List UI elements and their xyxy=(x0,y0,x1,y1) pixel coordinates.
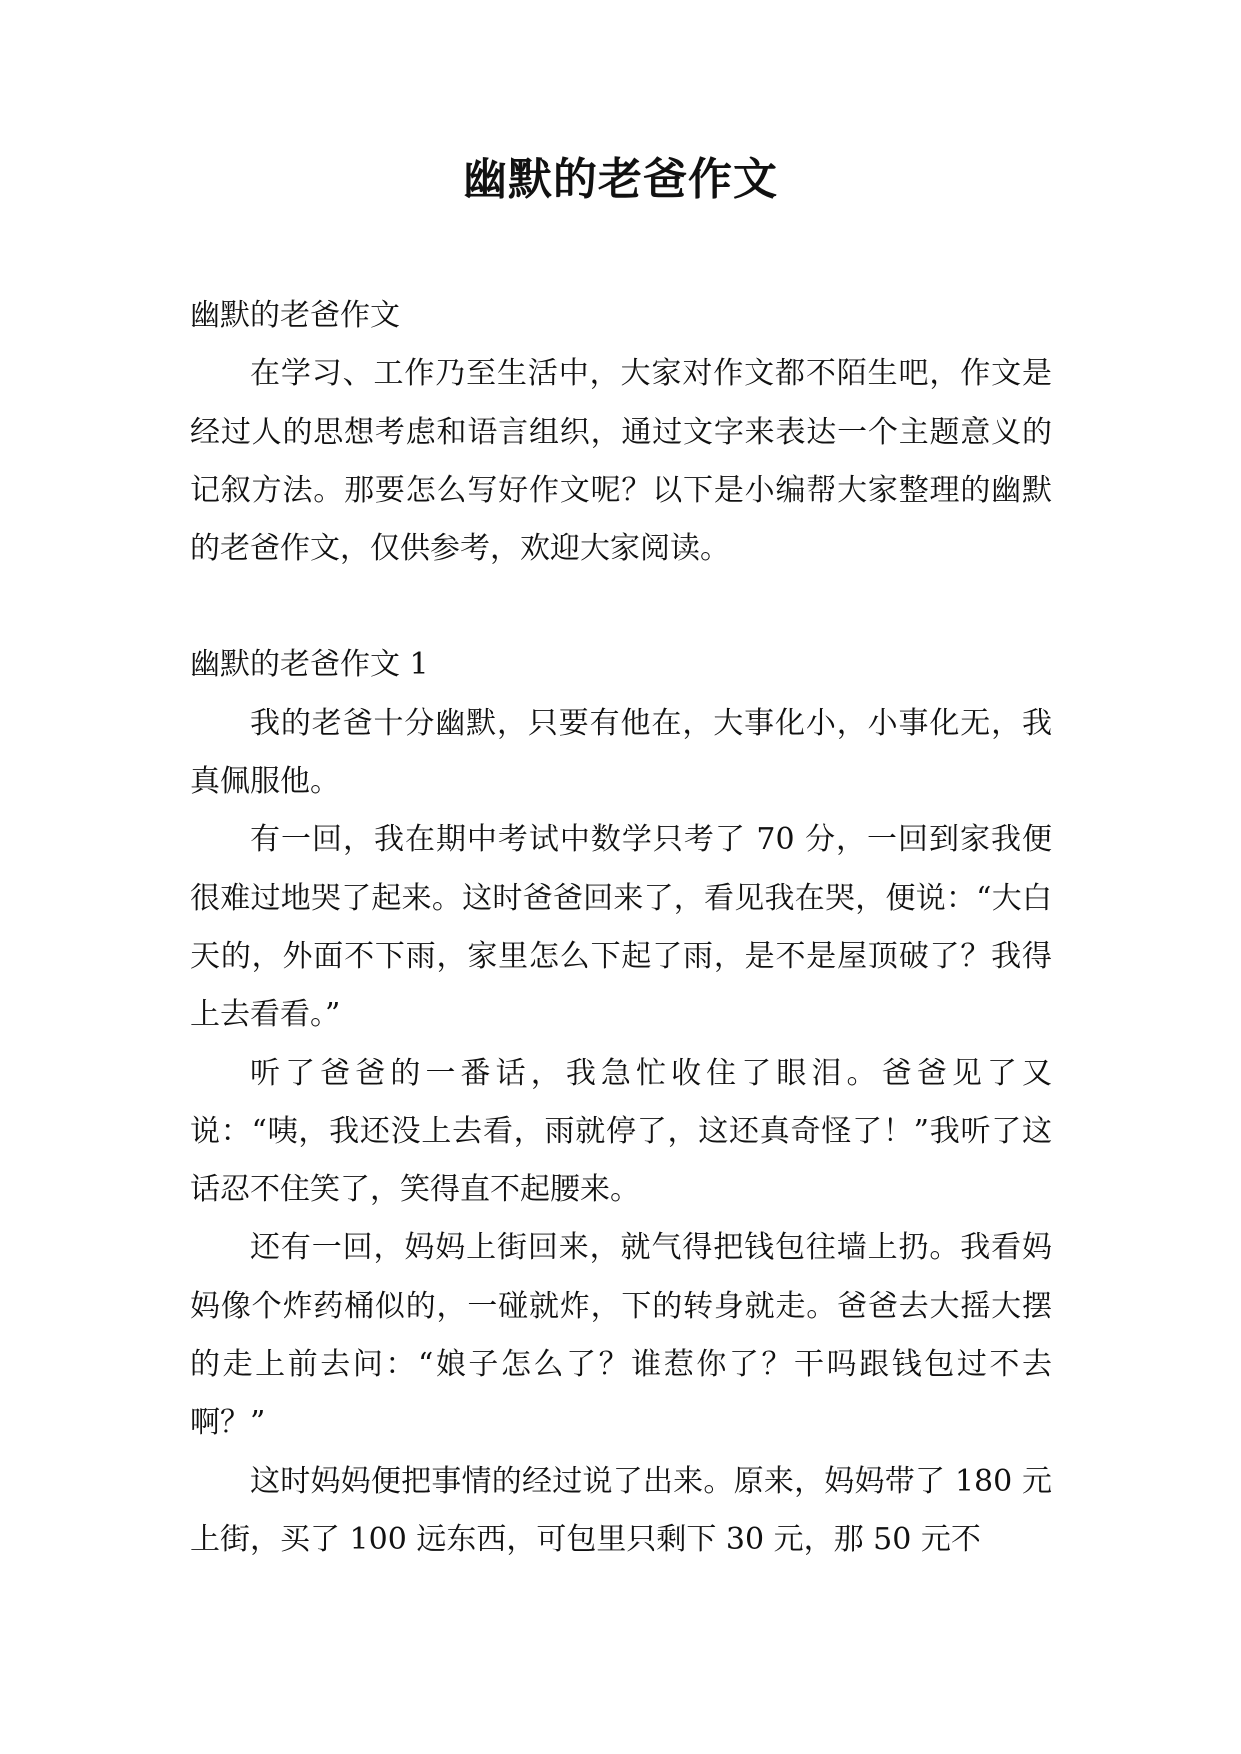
document-body xyxy=(190,287,1052,1569)
body-paragraph: 这时妈妈便把事情的经过说了出来。原来，妈妈带了 180 元上街，买了 100 远东西，可包里只剩下 30 元，那 50 元不 xyxy=(190,1463,1052,1557)
intro-paragraph: 在学习、工作乃至生活中，大家对作文都不陌生吧，作文是经过人的思想考虑和语言组织，通过文字来表达一个主题意义的记叙方法。那要怎么写好作文呢？以下是小编帮大家整理的幽默的老爸作文，仅供参考，欢迎大家阅读。 xyxy=(190,356,1052,567)
body-paragraph: 还有一回，妈妈上街回来，就气得把钱包往墙上扔。我看妈妈像个炸药桶似的，一碰就炸，下的转身就走。爸爸去大摇大摆的走上前去问：“娘子怎么了？谁惹你了？干吗跟钱包过不去啊？” xyxy=(190,1230,1052,1441)
section-gap xyxy=(190,578,1052,636)
document-title: 幽默的老爸作文 xyxy=(463,154,778,205)
document-subtitle: 幽默的老爸作文 xyxy=(190,298,400,333)
body-paragraph: 有一回，我在期中考试中数学只考了 70 分，一回到家我便很难过地哭了起来。这时爸爸回来了，看见我在哭，便说：“大白天的，外面不下雨，家里怎么下起了雨，是不是屋顶破了？我得上去看看。” xyxy=(190,822,1052,1033)
body-paragraph: 我的老爸十分幽默，只要有他在，大事化小，小事化无，我真佩服他。 xyxy=(190,705,1052,800)
body-paragraph: 听了爸爸的一番话，我急忙收住了眼泪。爸爸见了又说：“咦，我还没上去看，雨就停了，这还真奇怪了！”我听了这话忍不住笑了，笑得直不起腰来。 xyxy=(190,1055,1052,1208)
section-heading: 幽默的老爸作文 1 xyxy=(190,647,429,683)
